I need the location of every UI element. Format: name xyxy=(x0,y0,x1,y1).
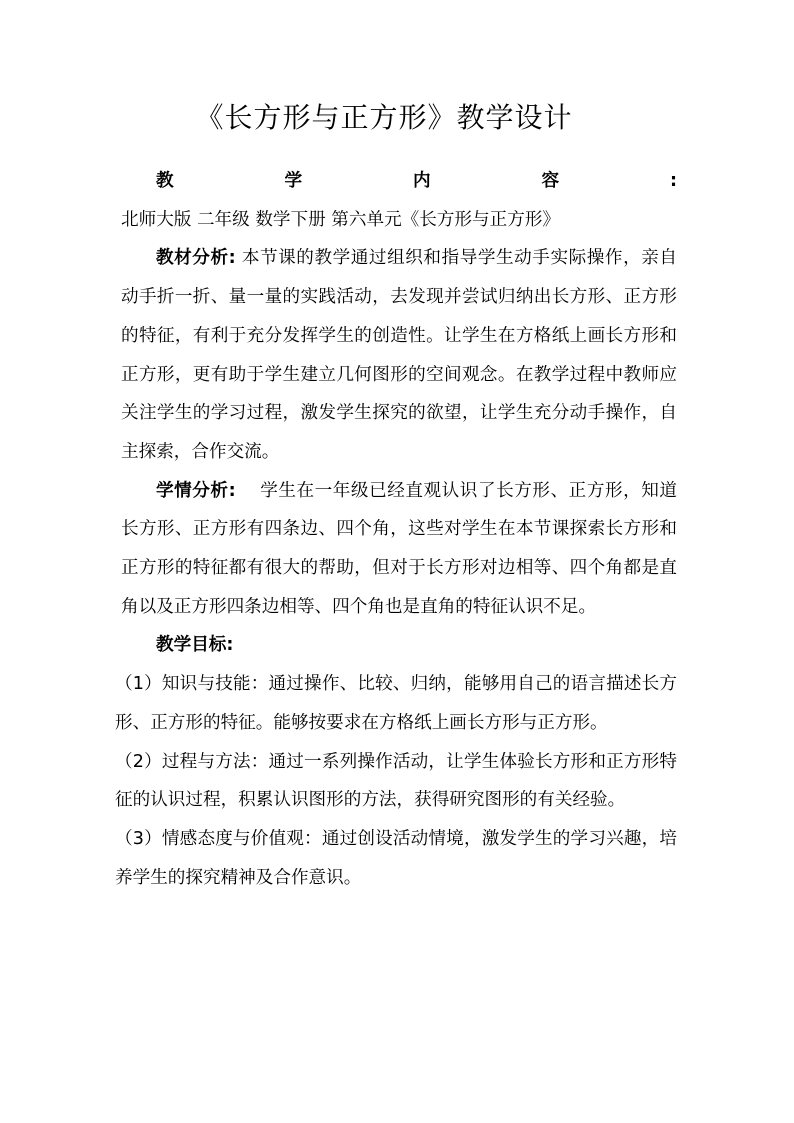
teaching-content-text: 北师大版 二年级 数学下册 第六单元《长方形与正方形》 xyxy=(121,209,561,230)
teaching-goals-label: 教学目标: xyxy=(156,635,234,656)
document-title: 《长方形与正方形》教学设计 xyxy=(195,101,573,134)
material-analysis-text: 本节课的教学通过组织和指导学生动手实际操作，亲自动手折一折、量一量的实践活动，去发现并尝试归纳出长方形、正方形的特征，有利于充分发挥学生的创造性。让学生在方格纸上画长方形和正方形，更有助于学生建立几何图形的空间观念。在教学过程中教师应关注学生的学习过程，激发学生探究的欲望，让学生充分动手操作，自主探索，合作交流。 xyxy=(121,248,677,462)
learner-analysis-label: 学情分析: xyxy=(156,480,236,501)
teaching-content-paragraph xyxy=(121,162,677,239)
material-analysis-label: 教材分析: xyxy=(156,248,236,269)
material-analysis-paragraph xyxy=(121,239,677,471)
learner-analysis-paragraph xyxy=(121,472,677,627)
document-body xyxy=(115,162,677,897)
teaching-goals-heading xyxy=(121,626,677,665)
goal-item: （3）情感态度与价值观：通过创设活动情境，激发学生的学习兴趣，培养学生的探究精神及合作意识。 xyxy=(115,828,677,888)
learner-analysis-text: 学生在一年级已经直观认识了长方形、正方形，知道长方形、正方形有四条边、四个角，这些对学生在本节课探索长方形和正方形的特征都有很大的帮助，但对于长方形对边相等、四个角都是直角以及正方形四条边相等、四个角也是直角的特征认识不足。 xyxy=(121,480,677,617)
teaching-content-label: 教学内容: xyxy=(156,171,677,191)
goal-item: （2）过程与方法：通过一系列操作活动，让学生体验长方形和正方形特征的认识过程，积累认识图形的方法，获得研究图形的有关经验。 xyxy=(115,751,677,811)
goal-item: （1）知识与技能：通过操作、比较、归纳，能够用自己的语言描述长方形、正方形的特征。能够按要求在方格纸上画长方形与正方形。 xyxy=(115,674,677,733)
